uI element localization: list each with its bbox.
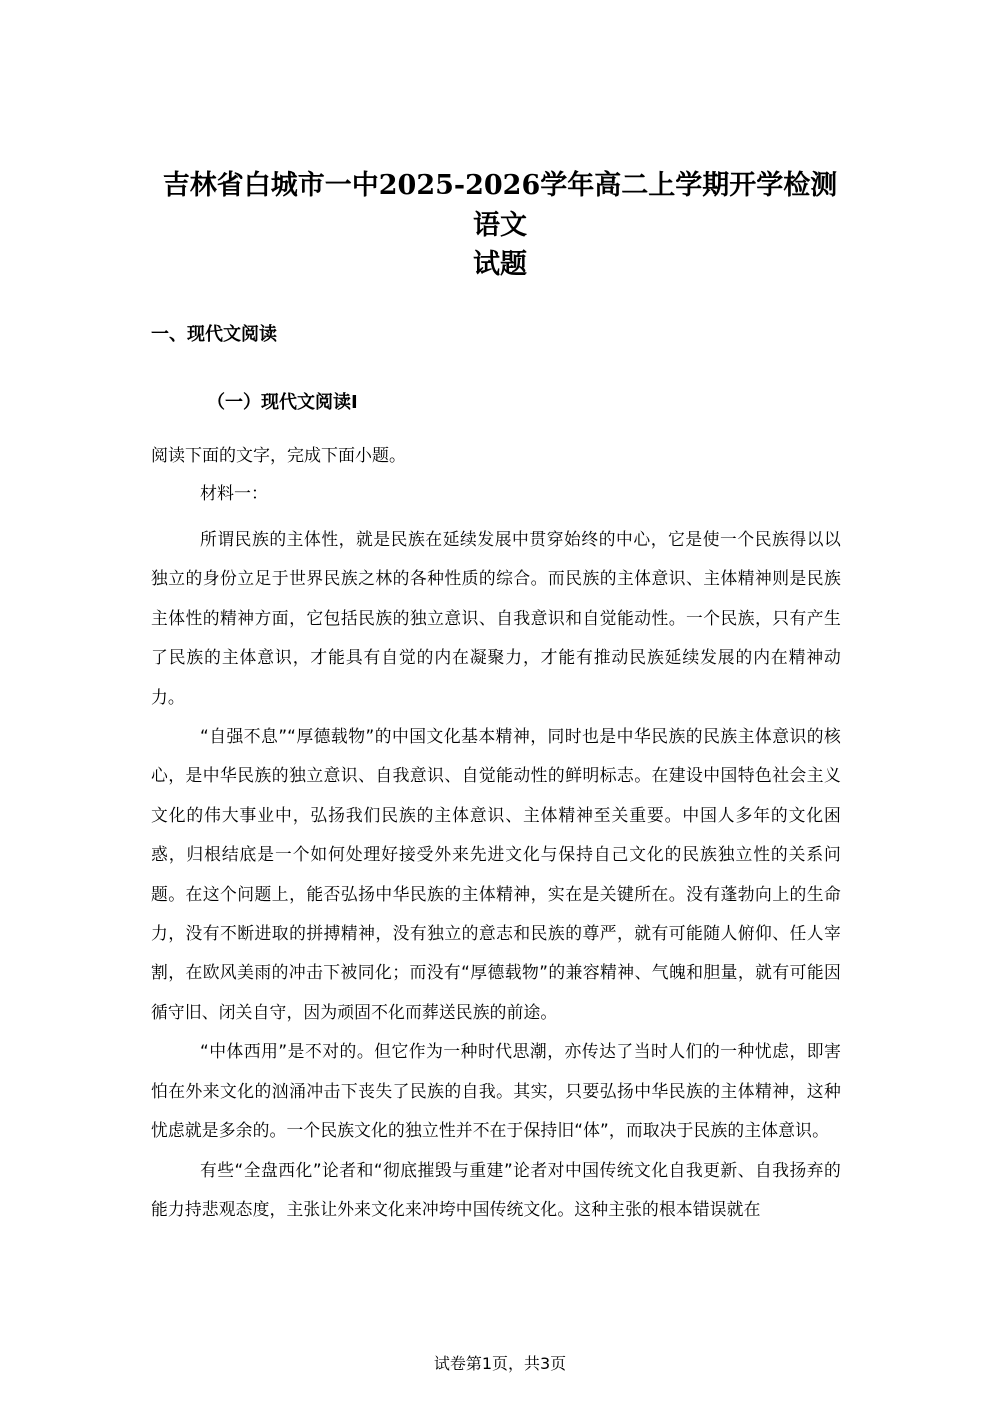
reading-instruction: 阅读下面的文字，完成下面小题。: [151, 446, 406, 466]
paragraph-4: 有些“全盘西化”论者和“彻底摧毁与重建”论者对中国传统文化自我更新、自我扬弃的能力持悲观态度，主张让外来文化来冲垮中国传统文化。这种主张的根本错误就在: [151, 1159, 841, 1219]
document-title-line-1: 吉林省白城市一中2025-2026学年高二上学期开学检测语文: [162, 170, 838, 241]
material-body: [151, 520, 841, 1229]
section-heading: 一、现代文阅读: [151, 324, 277, 345]
page-footer: 试卷第1页，共3页: [433, 1354, 567, 1373]
material-label: 材料一：: [200, 484, 268, 504]
paragraph-1: 所谓民族的主体性，就是民族在延续发展中贯穿始终的中心，它是使一个民族得以以独立的身份立足于世界民族之林的各种性质的综合。而民族的主体意识、主体精神则是民族主体性的精神方面，它包括民族的独立意识、自我意识和自觉能动性。一个民族，只有产生了民族的主体意识，才能具有自觉的内在凝聚力，才能有推动民族延续发展的内在精神动力。: [151, 529, 841, 707]
paragraph-2: “自强不息”“厚德载物”的中国文化基本精神，同时也是中华民族的民族主体意识的核心，是中华民族的独立意识、自我意识、自觉能动性的鲜明标志。在建设中国特色社会主义文化的伟大事业中，弘扬我们民族的主体意识、主体精神至关重要。中国人多年的文化困惑，归根结底是一个如何处理好接受外来先进文化与保持自己文化的民族独立性的关系问题。在这个问题上，能否弘扬中华民族的主体精神，实在是关键所在。没有蓬勃向上的生命力，没有不断进取的拼搏精神，没有独立的意志和民族的尊严，就有可能随人俯仰、任人宰割，在欧风美雨的冲击下被同化；而没有“厚德载物”的兼容精神、气魄和胆量，就有可能因循守旧、闭关自守，因为顽固不化而葬送民族的前途。: [151, 726, 841, 1022]
paragraph-3: “中体西用”是不对的。但它作为一种时代思潮，亦传达了当时人们的一种忧虑，即害怕在外来文化的汹涌冲击下丧失了民族的自我。其实，只要弘扬中华民族的主体精神，这种忧虑就是多余的。一个民族文化的独立性并不在于保持旧“体”，而取决于民族的主体意识。: [151, 1041, 841, 1141]
document-title-line-2: 试题: [473, 249, 527, 280]
subsection-heading: （一）现代文阅读I: [207, 392, 358, 413]
